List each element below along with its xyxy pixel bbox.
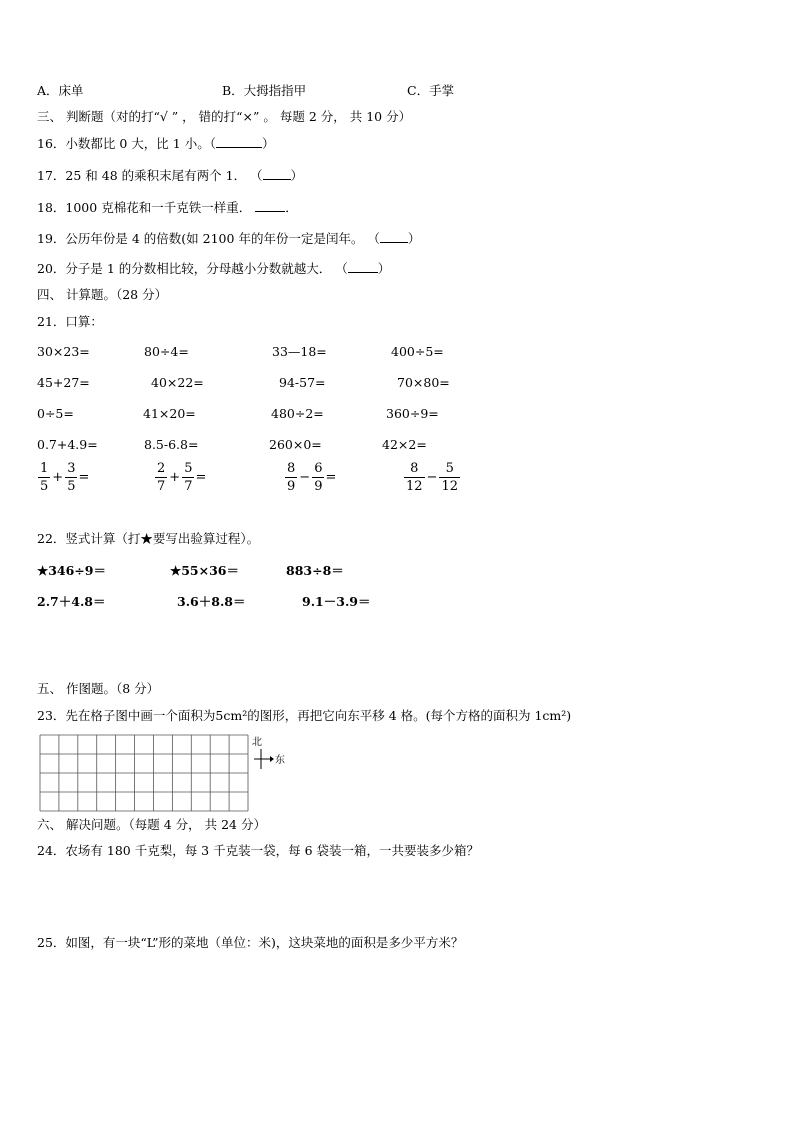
question-18 <box>37 199 298 216</box>
equals-sign: = <box>195 470 207 485</box>
denominator: 12 <box>406 479 423 494</box>
operator: + <box>169 470 181 485</box>
oral-item: 480÷2= <box>271 406 324 421</box>
oral-item: 30×23= <box>37 344 90 359</box>
denominator: 5 <box>67 479 76 494</box>
question-21-title: 21．口算： <box>37 314 103 329</box>
question-20 <box>37 260 390 277</box>
oral-item: 33—18= <box>272 344 327 359</box>
question-16 <box>37 135 274 152</box>
denominator: 12 <box>441 479 458 494</box>
section-5-title: 五、 作图题。（8 分） <box>37 681 160 696</box>
answer-blank <box>380 230 408 243</box>
oral-item: 80÷4= <box>144 344 189 359</box>
question-20-text: 20．分子是 1 的分数相比较，分母越小分数就越大． （ <box>37 261 348 276</box>
question-22-title: 22．竖式计算（打★要写出验算过程）。 <box>37 531 260 546</box>
square-grid <box>39 734 249 812</box>
fraction <box>312 462 324 493</box>
numerator: 5 <box>184 461 193 476</box>
section-6-title: 六、 解决问题。（每题 4 分， 共 24 分） <box>37 817 266 832</box>
fraction <box>285 462 297 493</box>
question-19 <box>37 230 420 247</box>
oral-item: 0.7+4.9= <box>37 437 98 452</box>
numerator: 6 <box>314 461 323 476</box>
oral-item: 70×80= <box>397 375 450 390</box>
numerator: 8 <box>410 461 419 476</box>
oral-item: 42×2= <box>382 437 427 452</box>
numerator: 8 <box>287 461 296 476</box>
fraction <box>155 462 167 493</box>
question-17-text: 17．25 和 48 的乘积末尾有两个 1． （ <box>37 168 263 183</box>
oral-item: 8.5-6.8= <box>144 437 199 452</box>
oral-item: 40×22= <box>151 375 204 390</box>
section-3-title: 三、 判断题（对的打“√ ” ， 错的打“×” 。 每题 2 分， 共 10 分） <box>37 109 412 124</box>
question-23: 23．先在格子图中画一个面积为5cm²的图形，再把它向东平移 4 格。(每个方格的面积为 1cm²) <box>37 708 572 723</box>
oral-item: 94-57= <box>279 375 326 390</box>
vertical-calc-item: ★346÷9＝ <box>37 563 106 578</box>
oral-item: 45+27= <box>37 375 90 390</box>
fraction-expression <box>284 462 336 493</box>
option-c: C．手掌 <box>407 83 455 98</box>
denominator: 7 <box>157 479 166 494</box>
numerator: 5 <box>445 461 454 476</box>
question-20-close: ） <box>377 261 391 276</box>
denominator: 5 <box>40 479 49 494</box>
question-19-close: ） <box>407 231 421 246</box>
oral-item: 400÷5= <box>391 344 444 359</box>
equals-sign: = <box>78 470 90 485</box>
question-17-close: ） <box>290 168 304 183</box>
option-b: B．大拇指指甲 <box>222 83 307 98</box>
question-16-close: ） <box>261 136 275 151</box>
oral-item: 0÷5= <box>37 406 74 421</box>
oral-item: 360÷9= <box>386 406 439 421</box>
fraction-expression <box>154 462 206 493</box>
question-18-close: ． <box>285 200 298 215</box>
denominator: 7 <box>184 479 193 494</box>
option-a: A．床单 <box>37 83 84 98</box>
answer-blank <box>263 167 291 180</box>
operator: + <box>52 470 64 485</box>
question-18-text: 18．1000 克棉花和一千克铁一样重． <box>37 200 252 215</box>
fraction <box>38 462 50 493</box>
answer-blank <box>216 135 262 148</box>
fraction <box>65 462 77 493</box>
question-19-text: 19．公历年份是 4 的倍数(如 2100 年的年份一定是闰年。 （ <box>37 231 380 246</box>
question-24: 24．农场有 180 千克梨，每 3 千克装一袋，每 6 袋装一箱，一共要装多少箱？ <box>37 843 480 858</box>
vertical-calc-item: ★55×36＝ <box>170 563 239 578</box>
fraction-expression <box>403 462 461 493</box>
vertical-calc-item: 883÷8＝ <box>286 563 344 578</box>
fraction <box>182 462 194 493</box>
denominator: 9 <box>287 479 296 494</box>
denominator: 9 <box>314 479 323 494</box>
fraction <box>439 462 460 493</box>
fraction <box>404 462 425 493</box>
numerator: 3 <box>67 461 76 476</box>
section-4-title: 四、 计算题。（28 分） <box>37 287 168 302</box>
operator: − <box>299 470 311 485</box>
equals-sign: = <box>325 470 337 485</box>
vertical-calc-item: 3.6＋8.8＝ <box>177 594 246 609</box>
vertical-calc-item: 9.1－3.9＝ <box>302 594 371 609</box>
fraction-expression <box>37 462 89 493</box>
question-17 <box>37 167 303 184</box>
question-16-text: 16．小数都比 0 大，比 1 小。（ <box>37 136 216 151</box>
vertical-calc-item: 2.7＋4.8＝ <box>37 594 106 609</box>
compass-north-label: 北 <box>252 737 262 748</box>
numerator: 2 <box>157 461 166 476</box>
answer-blank <box>255 199 285 212</box>
answer-blank <box>348 260 378 273</box>
numerator: 1 <box>40 461 49 476</box>
compass-east-label: 东 <box>275 755 285 766</box>
oral-item: 260×0= <box>269 437 322 452</box>
compass-icon <box>250 735 290 775</box>
operator: − <box>426 470 438 485</box>
question-25: 25．如图，有一块“L”形的菜地（单位：米)，这块菜地的面积是多少平方米？ <box>37 935 464 950</box>
oral-item: 41×20= <box>143 406 196 421</box>
